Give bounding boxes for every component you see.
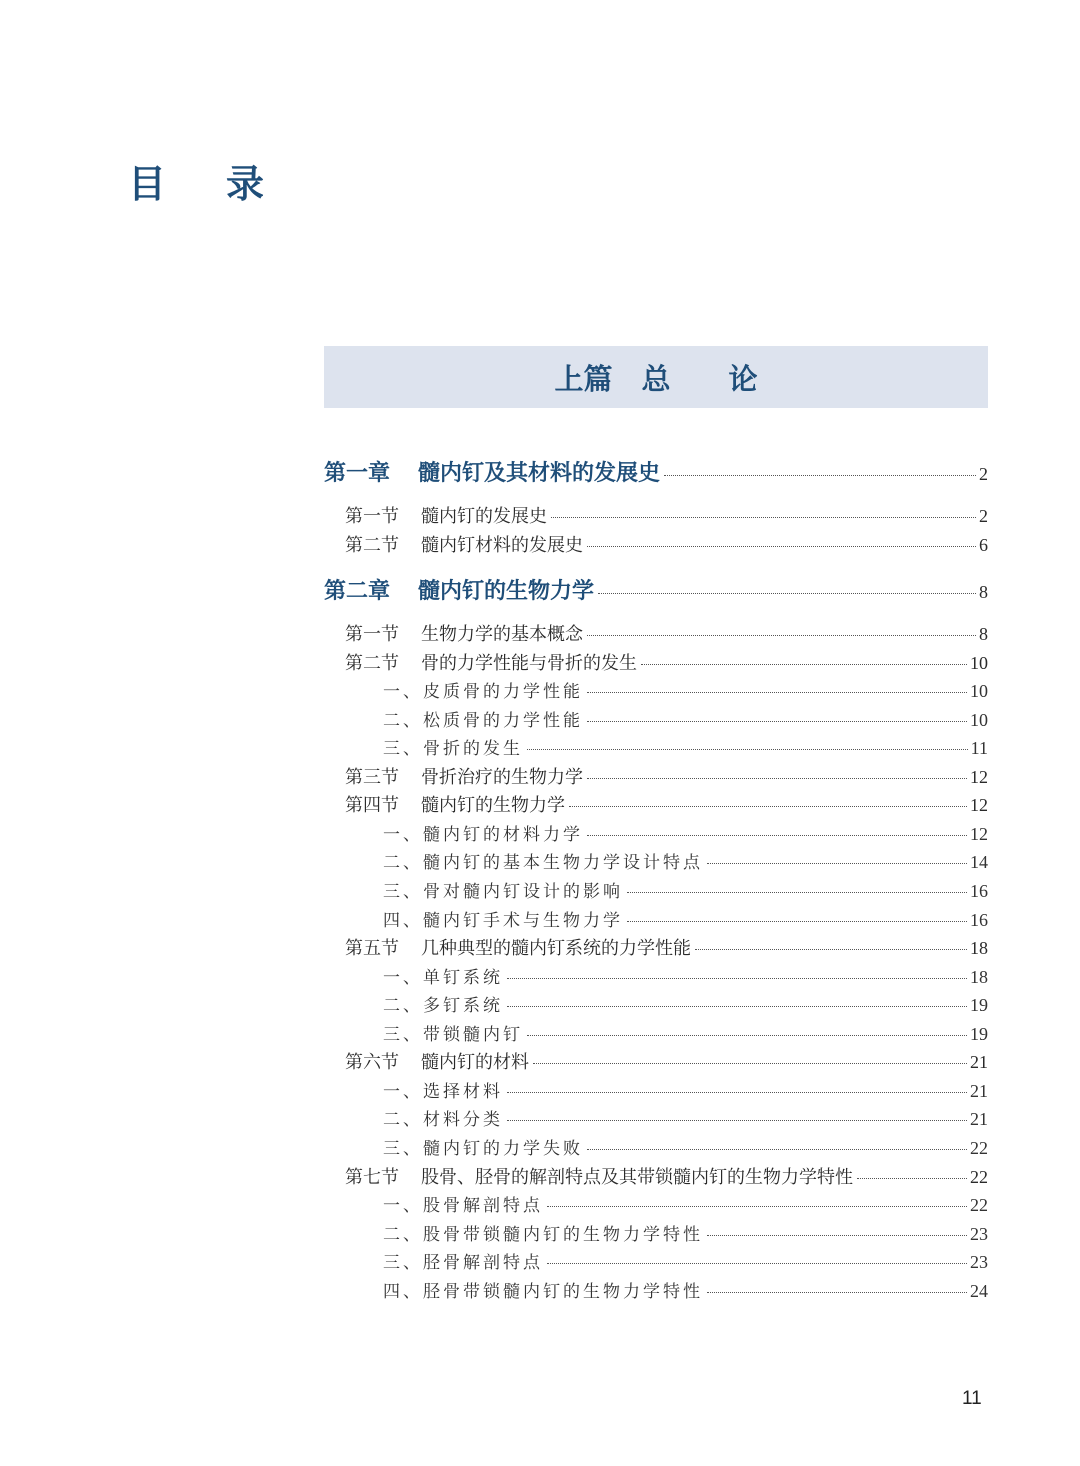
toc-item-number: 二、 <box>383 996 423 1016</box>
toc-item-title: 髓内钉手术与生物力学 <box>423 911 623 931</box>
toc-item[interactable] <box>383 677 988 702</box>
dot-leader <box>569 806 967 807</box>
toc-item-number: 一、 <box>383 682 423 702</box>
toc-item-title: 髓内钉的材料力学 <box>423 825 583 845</box>
dot-leader <box>707 1292 967 1293</box>
toc-item-number: 一、 <box>383 825 423 845</box>
toc-item[interactable] <box>383 1277 988 1302</box>
dot-leader <box>507 978 967 979</box>
dot-leader <box>547 1206 967 1207</box>
toc-page-number: 23 <box>970 1224 988 1244</box>
toc-item[interactable] <box>383 1020 988 1045</box>
dot-leader <box>507 1120 967 1121</box>
page-number: 11 <box>962 1388 982 1409</box>
dot-leader <box>695 949 967 950</box>
toc-page-number: 18 <box>970 967 988 987</box>
toc-section-title: 骨的力学性能与骨折的发生 <box>421 653 637 674</box>
toc-section-number: 第二节 <box>345 653 399 674</box>
toc-item[interactable] <box>383 991 988 1016</box>
toc-section-title: 几种典型的髓内钉系统的力学性能 <box>421 938 691 959</box>
toc-page-number: 18 <box>970 938 988 958</box>
toc-page-number: 11 <box>970 738 988 758</box>
toc-page-number: 8 <box>979 582 988 602</box>
toc-section-number: 第五节 <box>345 938 399 959</box>
toc-item-title: 多钉系统 <box>423 996 503 1016</box>
toc-item-title: 带锁髓内钉 <box>423 1025 523 1045</box>
toc-item-number: 三、 <box>383 882 423 902</box>
toc-section-title: 股骨、胫骨的解剖特点及其带锁髓内钉的生物力学特性 <box>421 1167 853 1188</box>
toc-page-number: 19 <box>970 1024 988 1044</box>
toc-item[interactable] <box>383 877 988 902</box>
toc-item-number: 一、 <box>383 968 423 988</box>
dot-leader <box>587 546 976 547</box>
toc-section-number: 第一节 <box>345 506 399 527</box>
toc-section[interactable] <box>345 620 988 646</box>
toc-chapter-number: 第二章 <box>324 578 391 604</box>
toc-item-title: 股骨带锁髓内钉的生物力学特性 <box>423 1225 703 1245</box>
toc-section-number: 第六节 <box>345 1052 399 1073</box>
toc-item[interactable] <box>383 734 988 759</box>
toc-item[interactable] <box>383 1248 988 1273</box>
toc-section[interactable] <box>345 763 988 789</box>
dot-leader <box>587 721 967 722</box>
toc-item-number: 三、 <box>383 1139 423 1159</box>
toc-item[interactable] <box>383 1134 988 1159</box>
toc-item[interactable] <box>383 963 988 988</box>
toc-chapter-number: 第一章 <box>324 460 391 486</box>
toc-page-number: 21 <box>970 1109 988 1129</box>
toc-section-title: 髓内钉的生物力学 <box>421 795 565 816</box>
dot-leader <box>547 1263 967 1264</box>
toc-page-number: 8 <box>979 624 988 644</box>
toc-section[interactable] <box>345 934 988 960</box>
toc-page-number: 12 <box>970 795 988 815</box>
toc-section-title: 髓内钉的发展史 <box>421 506 547 527</box>
page-title: 目录 <box>128 162 325 206</box>
dot-leader <box>587 778 967 779</box>
dot-leader <box>598 593 976 594</box>
toc-item-number: 三、 <box>383 1253 423 1273</box>
toc-item-title: 松质骨的力学性能 <box>423 711 583 731</box>
dot-leader <box>587 835 967 836</box>
toc-page-number: 12 <box>970 824 988 844</box>
toc-item[interactable] <box>383 706 988 731</box>
dot-leader <box>527 1035 967 1036</box>
dot-leader <box>533 1063 967 1064</box>
toc-page-number: 22 <box>970 1167 988 1187</box>
dot-leader <box>627 892 967 893</box>
toc-page-number: 6 <box>979 535 988 555</box>
toc-item-number: 二、 <box>383 1110 423 1130</box>
toc-chapter[interactable] <box>324 574 988 605</box>
toc-page-number: 10 <box>970 653 988 673</box>
toc-item-title: 单钉系统 <box>423 968 503 988</box>
toc-section-title: 髓内钉材料的发展史 <box>421 535 583 556</box>
toc-page-number: 12 <box>970 767 988 787</box>
toc-page-number: 2 <box>979 464 988 484</box>
toc-section[interactable] <box>345 1163 988 1189</box>
toc-item[interactable] <box>383 906 988 931</box>
toc-page-number: 14 <box>970 852 988 872</box>
toc-section[interactable] <box>345 1048 988 1074</box>
toc-page-number: 2 <box>979 506 988 526</box>
toc-item[interactable] <box>383 848 988 873</box>
toc-page-number: 10 <box>970 710 988 730</box>
toc-page-number: 16 <box>970 881 988 901</box>
toc-page-number: 10 <box>970 681 988 701</box>
toc-page-number: 23 <box>970 1252 988 1272</box>
toc-item-title: 骨折的发生 <box>423 739 523 759</box>
dot-leader <box>587 635 976 636</box>
toc-item-number: 三、 <box>383 739 423 759</box>
toc-chapter[interactable] <box>324 456 988 487</box>
dot-leader <box>507 1092 967 1093</box>
toc-item-title: 材料分类 <box>423 1110 503 1130</box>
toc-section-number: 第四节 <box>345 795 399 816</box>
dot-leader <box>627 921 967 922</box>
toc-item-number: 二、 <box>383 1225 423 1245</box>
toc-item-title: 皮质骨的力学性能 <box>423 682 583 702</box>
toc-item-title: 股骨解剖特点 <box>423 1196 543 1216</box>
toc-section-number: 第二节 <box>345 535 399 556</box>
toc-item-number: 一、 <box>383 1082 423 1102</box>
toc-item-number: 二、 <box>383 711 423 731</box>
toc-item[interactable] <box>383 1077 988 1102</box>
toc-item-title: 胫骨解剖特点 <box>423 1253 543 1273</box>
toc-item[interactable] <box>383 1105 988 1130</box>
dot-leader <box>587 1149 967 1150</box>
toc-item-number: 三、 <box>383 1025 423 1045</box>
toc-chapter-title: 髓内钉的生物力学 <box>418 578 595 604</box>
toc-item[interactable] <box>383 1220 988 1245</box>
toc-item-number: 一、 <box>383 1196 423 1216</box>
dot-leader <box>641 664 967 665</box>
toc-page-number: 19 <box>970 995 988 1015</box>
toc-item-title: 髓内钉的力学失败 <box>423 1139 583 1159</box>
toc-section[interactable] <box>345 791 988 817</box>
toc-page-number: 16 <box>970 910 988 930</box>
dot-leader <box>664 475 976 476</box>
toc-item-title: 髓内钉的基本生物力学设计特点 <box>423 853 703 873</box>
toc-item-title: 骨对髓内钉设计的影响 <box>423 882 623 902</box>
toc-section-title: 骨折治疗的生物力学 <box>421 767 583 788</box>
dot-leader <box>587 692 967 693</box>
toc-page-number: 24 <box>970 1281 988 1301</box>
toc-section-number: 第三节 <box>345 767 399 788</box>
toc-item[interactable] <box>383 1191 988 1216</box>
dot-leader <box>527 749 968 750</box>
toc-section-number: 第七节 <box>345 1167 399 1188</box>
toc-page-number: 22 <box>970 1138 988 1158</box>
toc-item[interactable] <box>383 820 988 845</box>
dot-leader <box>857 1178 967 1179</box>
toc-item-number: 二、 <box>383 853 423 873</box>
toc-page-number: 21 <box>970 1081 988 1101</box>
toc-item-number: 四、 <box>383 1282 423 1302</box>
toc-item-title: 选择材料 <box>423 1082 503 1102</box>
toc-page-number: 21 <box>970 1052 988 1072</box>
toc-chapter-title: 髓内钉及其材料的发展史 <box>418 460 661 486</box>
toc-section[interactable] <box>345 502 988 528</box>
dot-leader <box>707 1235 967 1236</box>
toc-item-title: 胫骨带锁髓内钉的生物力学特性 <box>423 1282 703 1302</box>
dot-leader <box>551 517 976 518</box>
toc-section-number: 第一节 <box>345 624 399 645</box>
part-title: 上篇 总 论 <box>554 361 758 396</box>
toc-section[interactable] <box>345 531 988 557</box>
dot-leader <box>507 1006 967 1007</box>
toc-page-number: 22 <box>970 1195 988 1215</box>
dot-leader <box>707 863 967 864</box>
toc-section-title: 髓内钉的材料 <box>421 1052 529 1073</box>
toc-section-title: 生物力学的基本概念 <box>421 624 583 645</box>
toc-section[interactable] <box>345 649 988 675</box>
toc-item-number: 四、 <box>383 911 423 931</box>
